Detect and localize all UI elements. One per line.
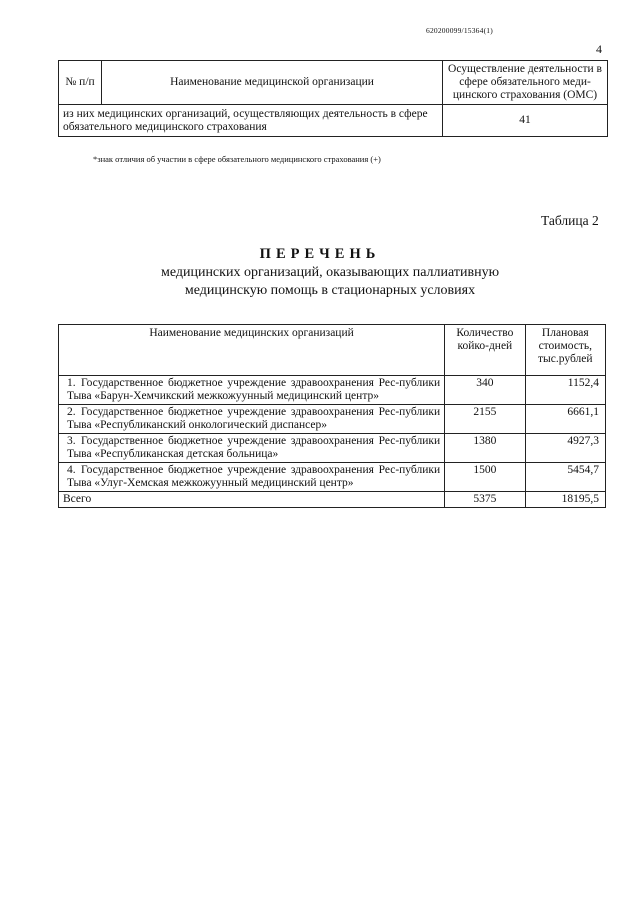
footnote: *знак отличия об участии в сфере обязательного медицинского страхования (+) <box>93 154 381 164</box>
row-index: 3. <box>67 435 76 447</box>
cost-cell: 5454,7 <box>525 463 605 492</box>
cost-cell: 6661,1 <box>525 405 605 434</box>
total-bed-days: 5375 <box>445 492 525 508</box>
row-label: из них медицинских организаций, осуществляющих деятельность в сфере обязательного медицинского страхования <box>59 105 443 137</box>
table-label: Таблица 2 <box>541 213 599 228</box>
table-row <box>59 434 606 463</box>
header-bed-days: Количество койко-дней <box>445 325 525 376</box>
bed-days-cell: 1380 <box>445 434 525 463</box>
header-org-name: Наименование медицинских организаций <box>59 325 445 376</box>
page-subtitle: медицинских организаций, оказывающих паллиативную медицинскую помощь в стационарных условиях <box>160 265 500 298</box>
document-id: 620200099/15364(1) <box>426 26 493 35</box>
header-oms: Осуществление деятельности в сфере обязательного меди-цинского страхования (ОМС) <box>443 61 608 105</box>
bed-days-cell: 1500 <box>445 463 525 492</box>
org-name-cell <box>59 376 445 405</box>
total-label: Всего <box>59 492 445 508</box>
table-row <box>59 376 606 405</box>
header-name: Наименование медицинской организации <box>102 61 443 105</box>
row-index: 2. <box>67 406 76 418</box>
row-index: 4. <box>67 464 76 476</box>
page-number: 4 <box>596 42 602 56</box>
org-name: Государственное бюджетное учреждение здравоохранения Рес-публики Тыва «Республиканский онкологический диспансер» <box>67 406 441 431</box>
table-row <box>59 405 606 434</box>
org-name-cell <box>59 463 445 492</box>
total-cost: 18195,5 <box>525 492 605 508</box>
org-name: Государственное бюджетное учреждение здравоохранения Рес-публики Тыва «Республиканская детская больница» <box>67 435 441 460</box>
palliative-care-table <box>58 324 606 508</box>
cost-cell: 4927,3 <box>525 434 605 463</box>
header-num: № п/п <box>59 61 102 105</box>
page-title: ПЕРЕЧЕНЬ <box>259 246 381 262</box>
table-row <box>59 105 608 137</box>
organizations-summary-table <box>58 60 608 137</box>
org-name: Государственное бюджетное учреждение здравоохранения Рес-публики Тыва «Улуг-Хемская межкожуунный медицинский центр» <box>67 464 441 489</box>
bed-days-cell: 2155 <box>445 405 525 434</box>
table-header-row <box>59 325 606 376</box>
table-total-row <box>59 492 606 508</box>
org-name-cell <box>59 434 445 463</box>
table-header-row <box>59 61 608 105</box>
row-value: 41 <box>443 105 608 137</box>
cost-cell: 1152,4 <box>525 376 605 405</box>
row-index: 1. <box>67 377 76 389</box>
org-name-cell <box>59 405 445 434</box>
bed-days-cell: 340 <box>445 376 525 405</box>
header-planned-cost: Плановая стоимость, тыс.рублей <box>525 325 605 376</box>
table-row <box>59 463 606 492</box>
org-name: Государственное бюджетное учреждение здравоохранения Рес-публики Тыва «Барун-Хемчикский межкожуунный медицинский центр» <box>67 377 441 402</box>
